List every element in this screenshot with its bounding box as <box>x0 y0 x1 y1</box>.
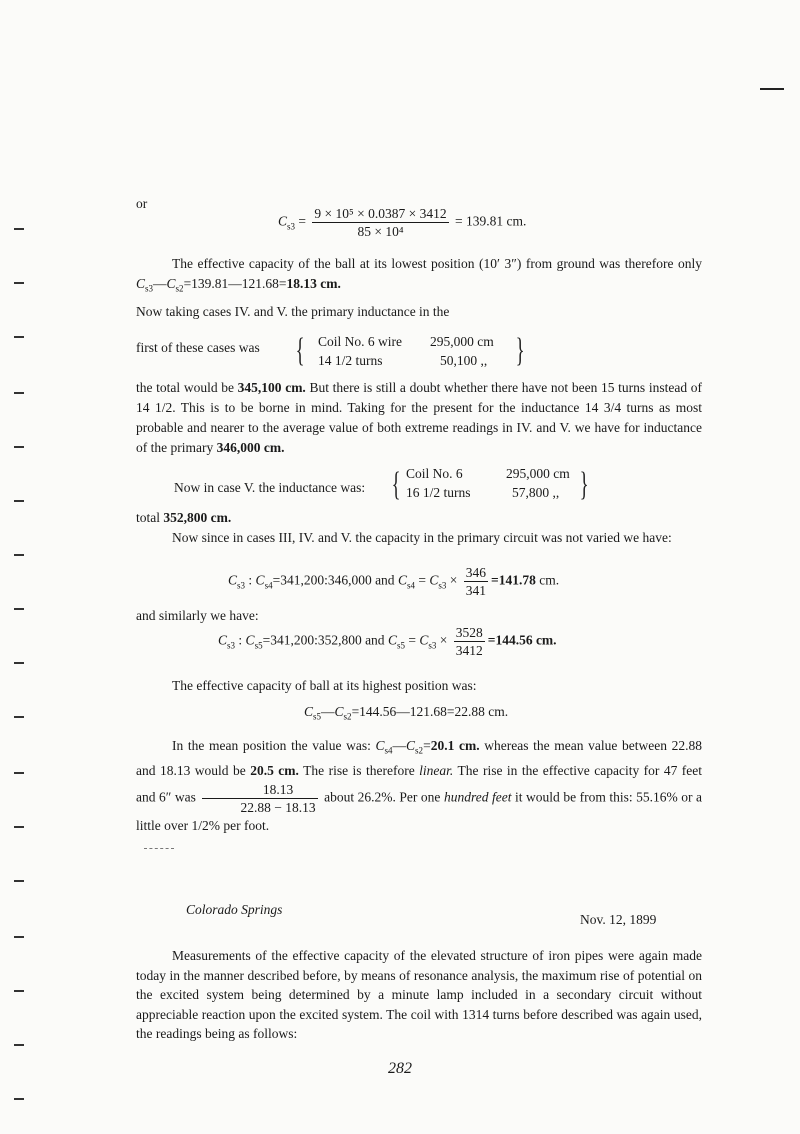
turns-value: 50,100 ,, <box>440 353 488 368</box>
margin-mark <box>14 1098 24 1100</box>
brace-right: } <box>579 466 589 503</box>
eq-text: =144.56—121.68=22.88 cm. <box>351 704 509 719</box>
brace-left: { <box>391 466 401 503</box>
para-text: The rise in the effective capacity for 47 feet and 6″ was <box>136 762 703 805</box>
text-or: or <box>136 196 148 211</box>
eq-result: =144.56 cm. <box>487 632 557 648</box>
paragraph-mean: In the mean position the value was: $C_{s4}—C_{s2}=20.1$ cm. whereas the mean value between 22.88 and 18.13 would be 20.5 cm. The rise is therefore linear. The rise in the effective capacity for 47 feet and 6″ was $\frac{18.13}{22.88 - 18.13}$ about 26.2%. Per one hundred feet it would be from this: 55.16% or a little over 1/2% per foot. <box>136 738 703 833</box>
dash-mark <box>144 848 174 849</box>
eq-rhs: = 139.81 cm. <box>454 213 527 229</box>
margin-mark <box>14 608 24 610</box>
fraction-numerator: 9 × 10⁵ × 0.0387 × 3412 <box>314 206 447 221</box>
equation-cs5: $C_{s3}$ : $C_{s5}=341,200:352,800$ and $C_{s5} = C_{s3}$ × $\frac{3528}{3412}$ =144.56 cm. <box>218 625 557 658</box>
paragraph-cases: Now taking cases IV. and V. the primary inductance in the <box>136 304 450 319</box>
fraction-denominator: 85 × 10⁴ <box>312 222 448 240</box>
fraction-numerator: 346 <box>465 565 486 580</box>
fraction-denominator: 341 <box>465 583 486 598</box>
case-v-coil: Coil No. 6 <box>406 466 463 481</box>
equation-difference: $C_{s5}—C_{s2}=144.56—121.68=22.88$ cm. <box>304 704 509 722</box>
fraction <box>454 624 485 659</box>
para-bold: 345,100 cm. <box>237 380 306 395</box>
coil-value: 295,000 cm <box>430 334 494 349</box>
coil-name: Coil No. 6 wire <box>318 334 402 349</box>
margin-mark <box>14 772 24 774</box>
para-bold: 346,000 cm. <box>216 440 285 455</box>
fraction-numerator: 3528 <box>455 625 483 640</box>
fraction-denominator: 3412 <box>455 643 483 658</box>
para-eq: =139.81—121.68= <box>183 276 287 291</box>
para-bold: 20.5 cm. <box>250 762 299 778</box>
total-label: total <box>136 510 160 525</box>
margin-mark <box>14 392 24 394</box>
para-text: the total would be <box>136 380 234 395</box>
para-italic: feet <box>491 789 512 805</box>
eq-lhs: C <box>278 213 288 229</box>
fraction <box>464 564 488 599</box>
paragraph-measurements: Measurements of the effective capacity of the elevated structure of iron pipes were again made today in the manner described before, by means of resonance analysis, the maximum rise of potential on the excited system being determined by a minute lamp included in a secondary circuit without appreciable reaction upon the excited system. The coil with 1314 turns before described was again used, the readings being as follows: <box>136 948 702 1041</box>
paragraph-since: Now since in cases III, IV. and V. the capacity in the primary circuit was not varied we have: <box>172 530 672 545</box>
margin-mark <box>14 990 24 992</box>
date: Nov. 12, 1899 <box>580 912 657 927</box>
place: Colorado Springs <box>186 902 283 917</box>
eq-result: =141.78 <box>491 572 536 588</box>
case-v-block <box>136 464 702 506</box>
fraction-numerator: 18.13 <box>262 781 294 797</box>
paragraph-lowest-position: The effective capacity of the ball at its lowest position (10′ 3″) from ground was therefore only $C_{s3}—C_{s2}=139.81—121.68=18.13$ cm. <box>136 256 702 294</box>
margin-mark <box>14 282 24 284</box>
margin-mark <box>14 662 24 664</box>
para-bold: 18.13 cm. <box>286 276 341 291</box>
case-v-lead: Now in case V. the inductance was: <box>174 480 366 495</box>
margin-mark <box>14 716 24 718</box>
para-text: In the mean position the value was: <box>172 738 371 753</box>
case-v-coil-value: 295,000 cm <box>506 466 570 481</box>
fraction <box>312 205 448 240</box>
text-similarly: and similarly we have: <box>136 608 259 623</box>
case-v-turns: 16 1/2 turns <box>406 485 471 500</box>
margin-mark <box>14 826 24 828</box>
margin-mark <box>14 554 24 556</box>
para-bold: 20.1 cm. <box>430 738 480 753</box>
equation-cs3: $C_{s3}$ = $\frac{\text{9 × 10⁵ × 0.0387 × 3412}}{\text{85 × 10⁴}}$ = 139.81 cm. <box>278 206 527 239</box>
margin-mark <box>14 228 24 230</box>
para-text: whereas the mean value between 22.88 and 18.13 would be <box>136 738 703 778</box>
page-number: 282 <box>388 1060 412 1077</box>
equation-cs4: $C_{s3}$ : $C_{s4}=341,200:346,000$ and $C_{s4} = C_{s3}$ × $\frac{346}{341}$ =141.78 cm. <box>228 565 560 598</box>
eq-left: =341,200:352,800 and <box>262 632 385 648</box>
fraction-denominator: 22.88 − 18.13 <box>202 798 317 816</box>
fraction <box>202 781 317 816</box>
case-v-turns-value: 57,800 ,, <box>512 485 560 500</box>
margin-mark <box>14 500 24 502</box>
total-line <box>136 508 702 528</box>
para-text: But there is still a doubt whether there have not been 15 turns instead of 14 1/2. This is to be borne in mind. Taking for the present for the inductance 14 3/4 turns as most probable and nearer to the average value of both extreme readings in IV. and V. we have for inductance of the primary <box>136 380 702 455</box>
para-text: The rise is therefore <box>303 762 415 778</box>
coil-lead: first of these cases was <box>136 340 260 355</box>
eq-left: =341,200:346,000 and <box>272 572 395 588</box>
brace-right: } <box>515 332 525 369</box>
para-text: The effective capacity of the ball at its lowest position (10′ 3″) from ground was therefore only <box>172 256 702 271</box>
margin-mark <box>14 880 24 882</box>
turns-name: 14 1/2 turns <box>318 353 383 368</box>
eq-sub: s3 <box>287 221 296 232</box>
paragraph-total <box>136 378 702 458</box>
margin-mark <box>14 446 24 448</box>
para-text: about 26.2%. Per one <box>324 789 441 805</box>
margin-mark <box>14 936 24 938</box>
para-text: it would be from this: 55.16% or a little over 1/2% per foot. <box>136 789 703 833</box>
margin-mark <box>14 336 24 338</box>
paragraph-highest: The effective capacity of ball at its highest position was: <box>172 678 477 693</box>
edge-mark <box>760 88 784 90</box>
eq-unit: cm. <box>539 572 560 588</box>
margin-mark <box>14 1044 24 1046</box>
brace-left: { <box>295 332 305 369</box>
coil-block <box>136 332 702 374</box>
para-italic: linear. <box>419 762 454 778</box>
total-value: 352,800 cm. <box>163 510 232 525</box>
para-italic: hundred <box>443 789 489 805</box>
